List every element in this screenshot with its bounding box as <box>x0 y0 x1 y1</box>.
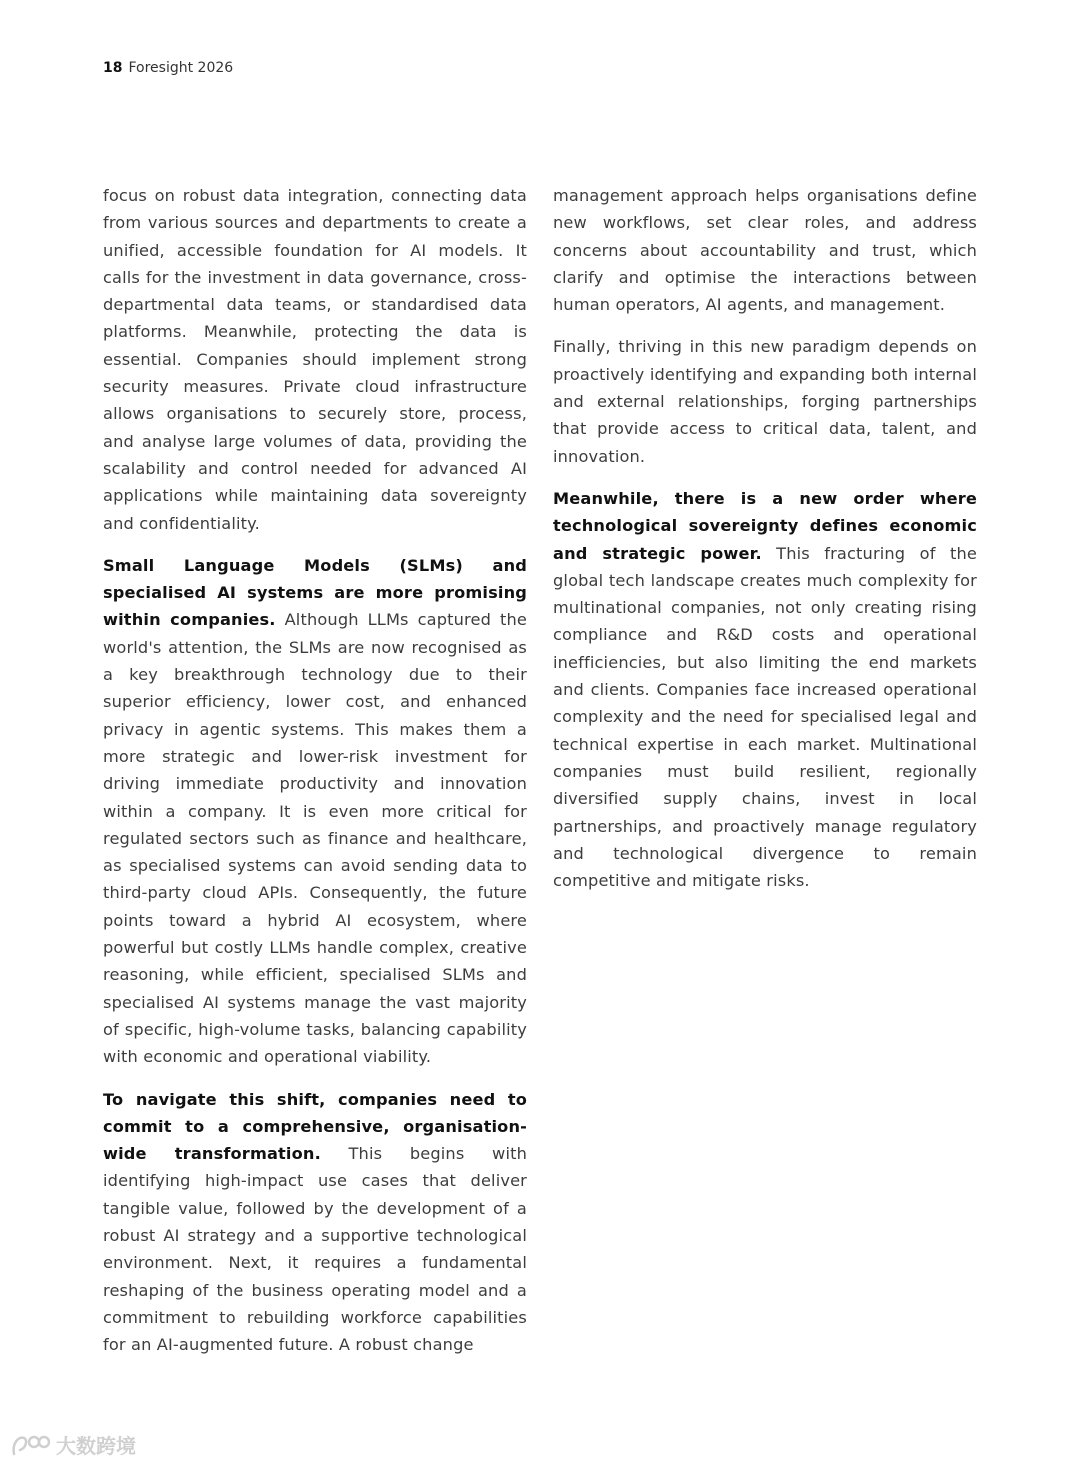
paragraph-lead: Meanwhile, there is a new order where technological sovereignty defines economic and strategic power. <box>553 488 977 563</box>
watermark-text: 大数跨境 <box>56 1434 136 1458</box>
page-number: 18 <box>103 60 123 76</box>
watermark-logo-icon <box>10 1432 50 1458</box>
watermark <box>10 1430 136 1459</box>
right-column <box>553 182 977 909</box>
paragraph-body: This begins with identifying high-impact use cases that deliver tangible value, followed by the development of a robust AI strategy and a supportive technological environment. Next, it requires a fundamental reshaping of the business operating model and a commitment to rebuilding workforce capabilities for an AI-augmented future. A robust change <box>103 1144 528 1355</box>
paragraph-lead: To navigate this shift, companies need to commit to a comprehensive, organisation-wide transformation. <box>103 1089 527 1164</box>
left-column <box>103 182 527 1373</box>
page-header <box>103 60 233 76</box>
paragraph-body: This fracturing of the global tech landscape creates much complexity for multinational companies, not only creating rising compliance and R&D costs and operational inefficiencies, but also limiting the end markets and clients. Companies face increased operational complexity and the need for specialised legal and technical expertise in each market. Multinational companies must build resilient, regionally diversified supply chains, invest in local partnerships, and proactively manage regulatory and technological divergence to remain competitive and mitigate risks. <box>553 543 977 891</box>
paragraph-body: Although LLMs captured the world's attention, the SLMs are now recognised as a key breakthrough technology due to their superior efficiency, lower cost, and enhanced privacy in agentic systems. This makes them a more strategic and lower-risk investment for driving immediate productivity and innovation within a company. It is even more critical for regulated sectors such as finance and healthcare, as specialised systems can avoid sending data to third-party cloud APIs. Consequently, the future points toward a hybrid AI ecosystem, where powerful but costly LLMs handle complex, creative reasoning, while efficient, specialised SLMs and specialised AI systems manage the vast majority of specific, high-volume tasks, balancing capability with economic and operational viability. <box>103 610 527 1067</box>
paragraph: focus on robust data integration, connecting data from various sources and departments to create a unified, accessible foundation for AI models. It calls for the investment in data governance, cross-departmental data teams, or standardised data platforms. Meanwhile, protecting the data is essential. Companies should implement strong security measures. Private cloud infrastructure allows organisations to securely store, process, and analyse large volumes of data, providing the scalability and control needed for advanced AI applications while maintaining data sovereignty and confidentiality. <box>103 186 527 533</box>
paragraph-lead: Small Language Models (SLMs) and specialised AI systems are more promising within companies. <box>103 555 527 630</box>
publication-title: Foresight 2026 <box>128 60 234 76</box>
paragraph: Finally, thriving in this new paradigm depends on proactively identifying and expanding both internal and external relationships, forging partnerships that provide access to critical data, talent, and innovation. <box>553 337 977 466</box>
paragraph: management approach helps organisations define new workflows, set clear roles, and address concerns about accountability and trust, which clarify and optimise the interactions between human operators, AI agents, and management. <box>553 186 977 315</box>
paragraph <box>103 1086 527 1359</box>
paragraph <box>553 485 977 894</box>
paragraph <box>103 552 527 1071</box>
